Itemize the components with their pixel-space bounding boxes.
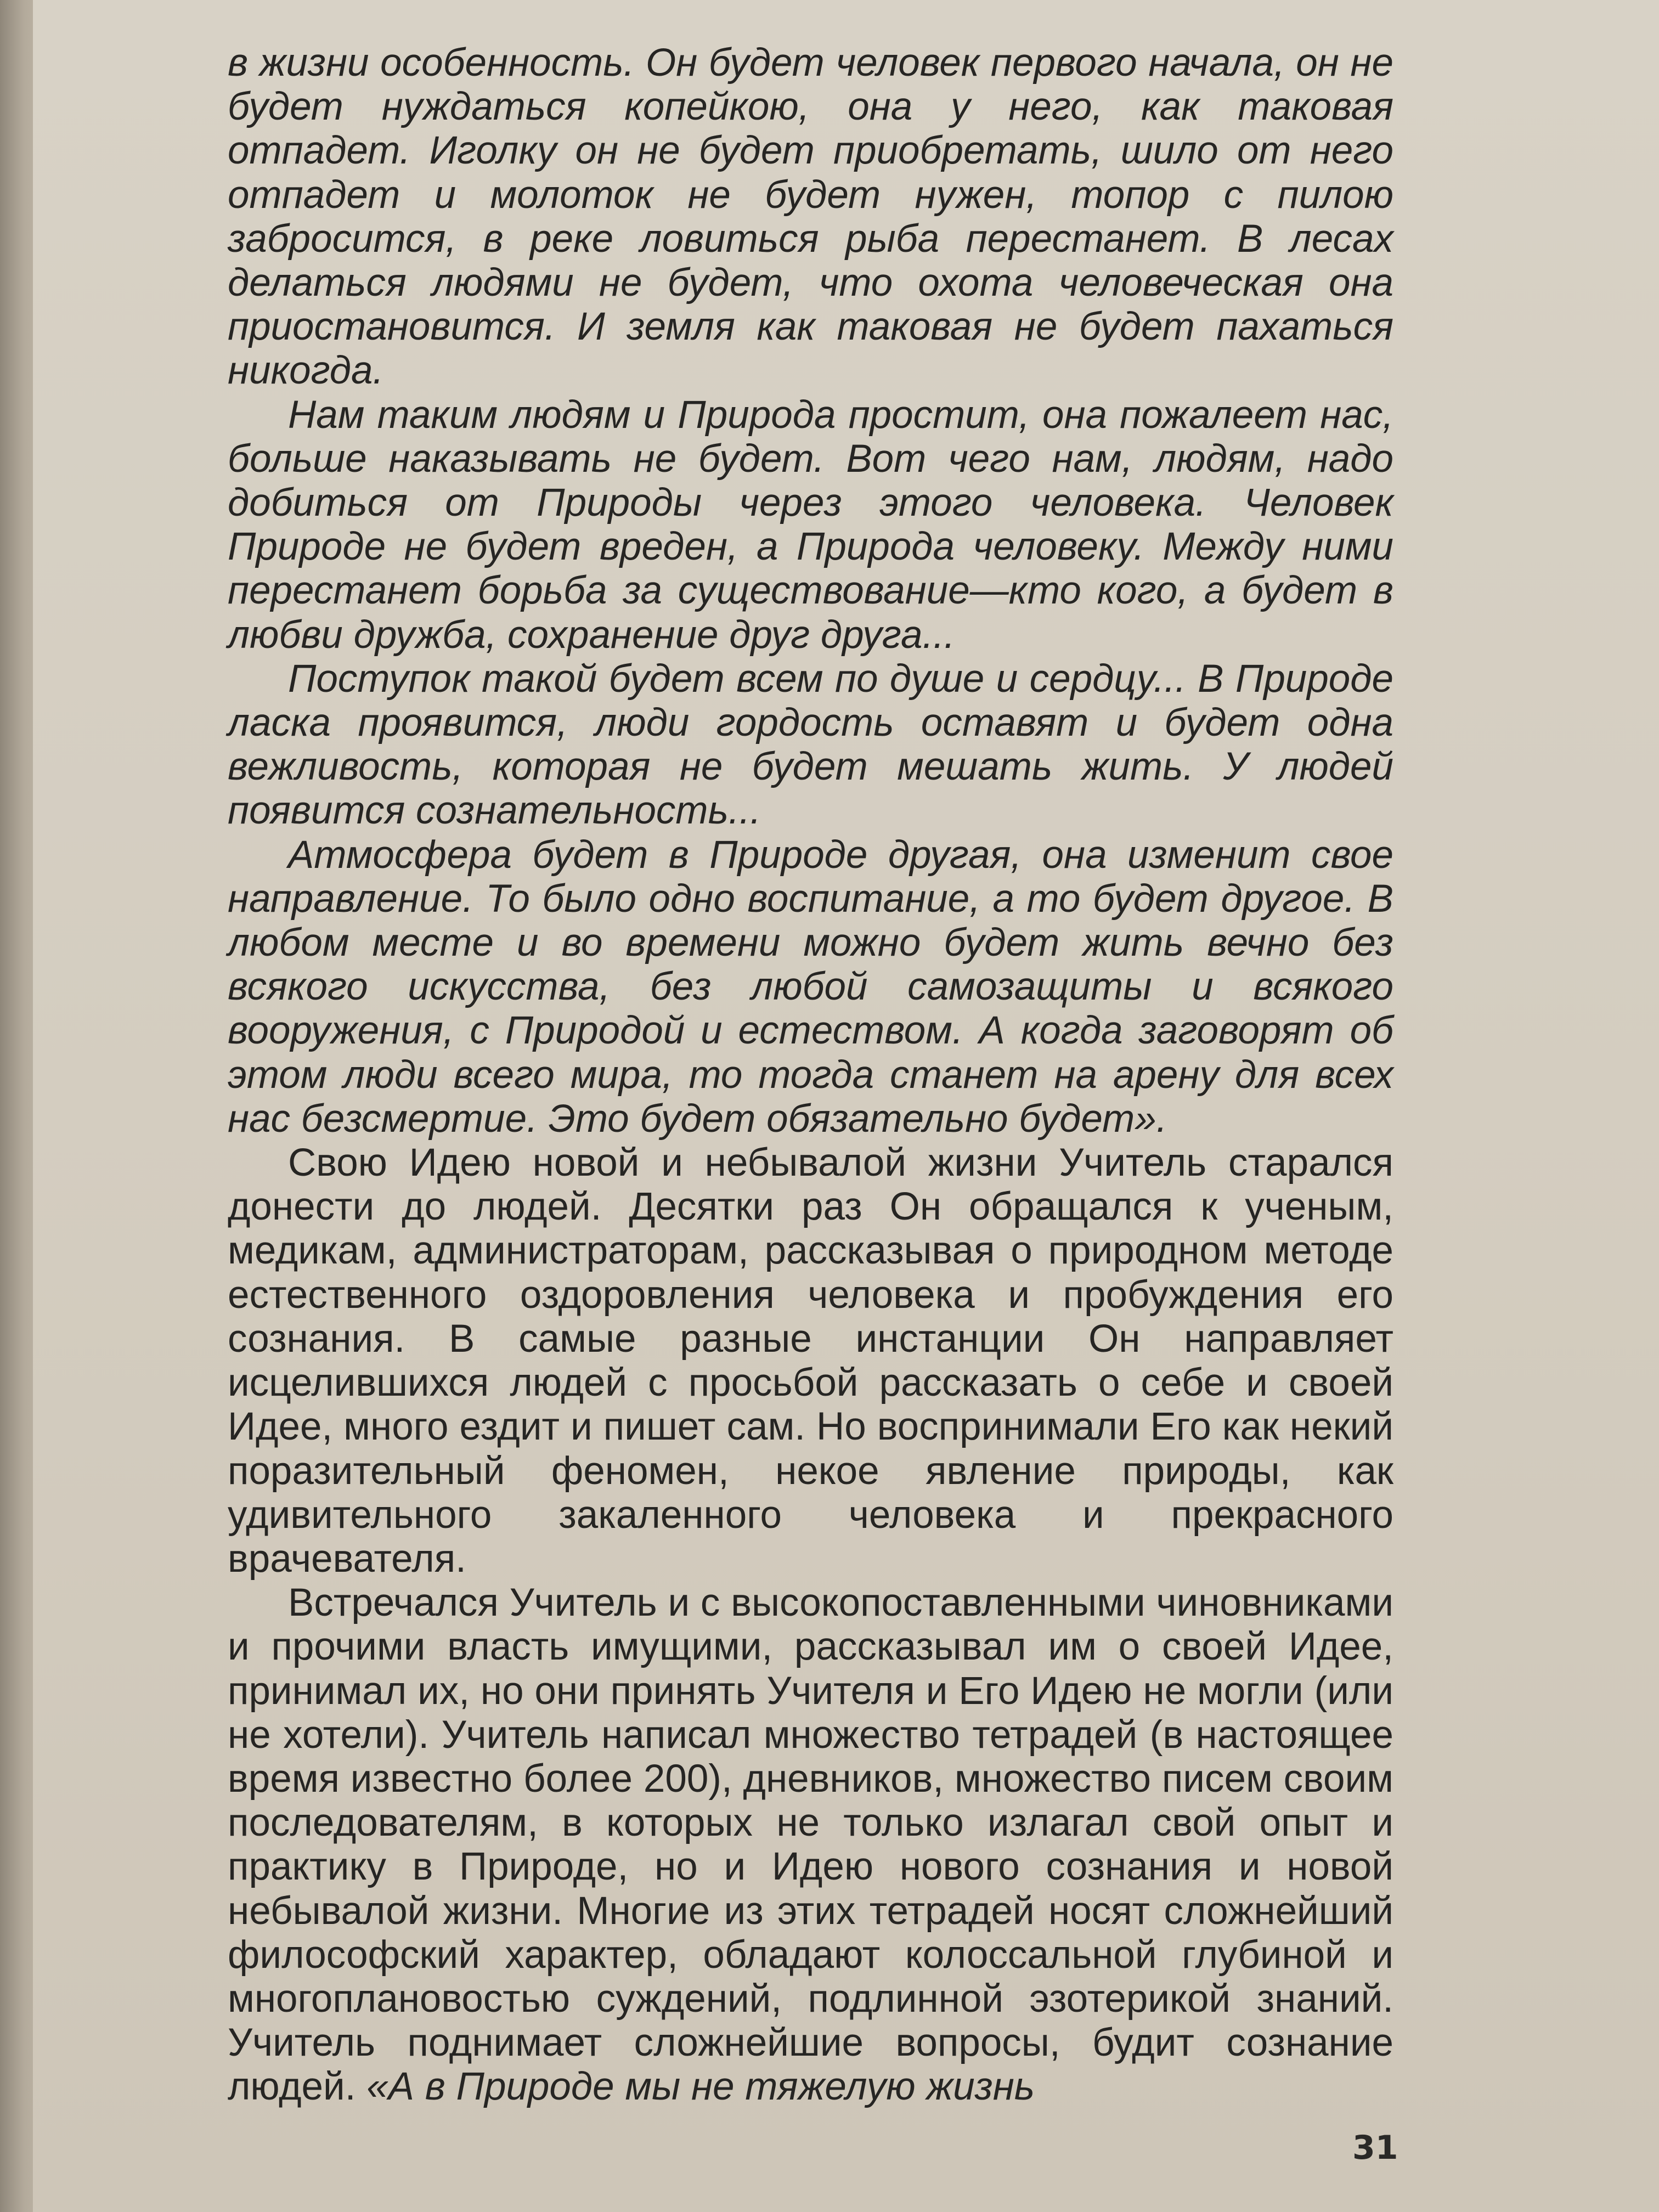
page-text xyxy=(228,41,1393,2109)
paragraph: Свою Идею новой и небывалой жизни Учитель старался донести до людей. Десятки раз Он обращался к ученым, медикам, администраторам, рассказывая о природном методе естественного оздоровления человека и пробуждения его сознания. В самые разные инстанции Он направляет исцелившихся людей с просьбой рассказать о себе и своей Идее, много ездит и пишет сам. Но воспринимали Его как некий поразительный феномен, некое явление природы, как удивительного закаленного человека и прекрасного врачевателя. xyxy=(228,1141,1393,1581)
paragraph-text: Встречался Учитель и с высокопоставленными чиновниками и прочими власть имущими, рассказывал им о своей Идее, принимал их, но они принять Учителя и Его Идею не могли (или не хотели). Учитель написал множество тетрадей (в настоящее время известно более 200), дневников, множество писем своим последователям, в которых не только излагал свой опыт и практику в Природе, но и Идею нового сознания и новой небывалой жизни. Многие из этих тетрадей носят сложнейший философский характер, обладают колоссальной глубиной и многоплановостью суждений, подлинной эзотерикой знаний. Учитель поднимает сложнейшие вопросы, будит сознание людей. xyxy=(228,1581,1393,2109)
paragraph xyxy=(228,1581,1393,2109)
page-number: 31 xyxy=(1352,2129,1398,2167)
paragraph: Нам таким людям и Природа простит, она пожалеет нас, больше наказывать не будет. Вот чего нам, людям, надо добиться от Природы через этого человека. Человек Природе не будет вреден, а Природа человеку. Между ними перестанет борьба за существование—кто кого, а будет в любви дружба, сохранение друг друга... xyxy=(228,393,1393,657)
paragraph: в жизни особенность. Он будет человек первого начала, он не будет нуждаться копейкою, она у него, как таковая отпадет. Иголку он не будет приобретать, шило от него отпадет и молоток не будет нужен, топор с пилою забросится, в реке ловиться рыба перестанет. В лесах делаться людями не будет, что охота человеческая она приостановится. И земля как таковая не будет пахаться никогда. xyxy=(228,41,1393,393)
quote-start: «А в Природе мы не тяжелую жизнь xyxy=(366,2065,1035,2109)
paragraph: Поступок такой будет всем по душе и сердцу... В Природе ласка проявится, люди гордость оставят и будет одна вежливость, которая не будет мешать жить. У людей появится сознательность... xyxy=(228,657,1393,833)
paragraph: Атмосфера будет в Природе другая, она изменит свое направление. То было одно воспитание, а то будет другое. В любом месте и во времени можно будет жить вечно без всякого искусства, без любой самозащиты и всякого вооружения, с Природой и естеством. А когда заговорят об этом люди всего мира, то тогда станет на арену для всех нас безсмертие. Это будет обязательно будет». xyxy=(228,833,1393,1141)
book-page xyxy=(33,0,1659,2212)
